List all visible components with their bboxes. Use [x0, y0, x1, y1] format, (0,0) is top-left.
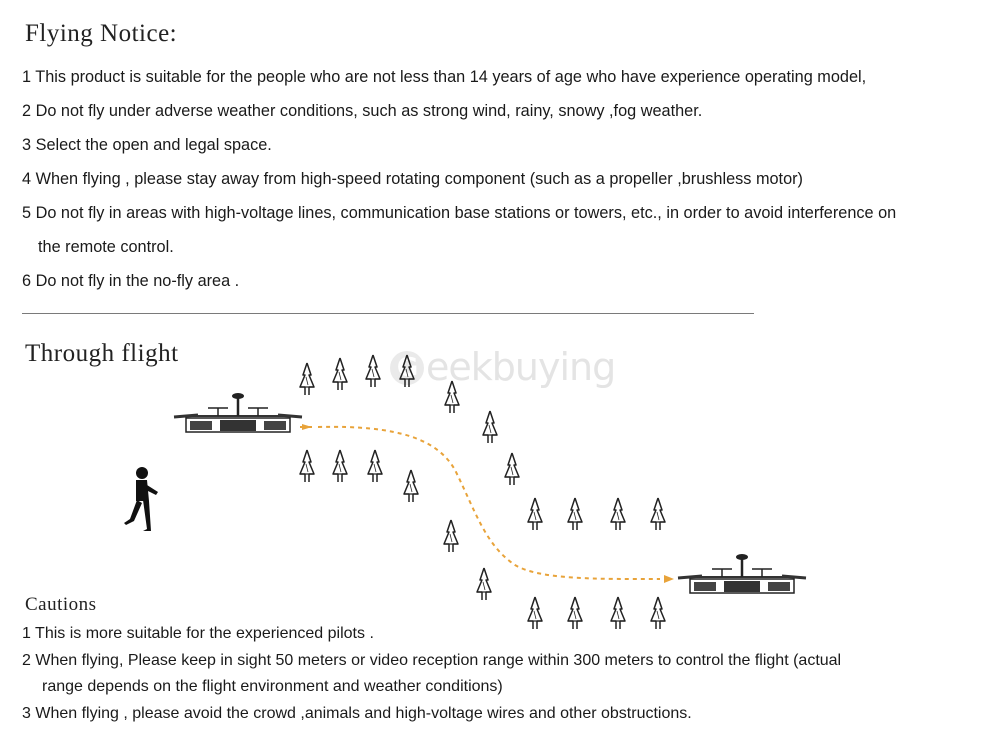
- tree-icon: [366, 355, 380, 387]
- caution-item-continuation: range depends on the flight environment and weather conditions): [42, 678, 503, 695]
- tree-icon: [333, 358, 347, 390]
- watermark-logo: G: [390, 351, 424, 385]
- tree-icon: [444, 520, 458, 552]
- tree-icon: [445, 381, 459, 413]
- notice-item: 3 Select the open and legal space.: [22, 136, 272, 154]
- caution-item: 2 When flying, Please keep in sight 50 meters or video reception range within 300 meters to control the flight (actual: [22, 651, 842, 669]
- tree-icon: [477, 568, 491, 600]
- tree-icon: [528, 498, 542, 530]
- notice-item: 1 This product is suitable for the people who are not less than 14 years of age who have experience operating model,: [22, 68, 867, 86]
- tree-icon: [300, 450, 314, 482]
- notice-item: 4 When flying , please stay away from high-speed rotating component (such as a propeller ,brushless motor): [22, 170, 803, 188]
- tree-icon: [333, 450, 347, 482]
- notice-list: [22, 60, 992, 298]
- caution-item: 1 This is more suitable for the experienced pilots .: [22, 625, 374, 642]
- flight-path-arrow-end: [664, 575, 674, 583]
- tree-icon: [611, 498, 625, 530]
- flight-path: [318, 427, 660, 579]
- tree-icon: [368, 450, 382, 482]
- tree-icon: [400, 355, 414, 387]
- drone-icon: [678, 554, 806, 593]
- through-flight-diagram: [0, 330, 1000, 650]
- tree-icon: [404, 470, 418, 502]
- section-divider: [22, 313, 754, 314]
- person-icon: [124, 467, 158, 531]
- notice-item: 2 Do not fly under adverse weather conditions, such as strong wind, rainy, snowy ,fog weather.: [22, 102, 703, 120]
- caution-item: 3 When flying , please avoid the crowd ,animals and high-voltage wires and other obstructions.: [22, 704, 692, 722]
- cautions-title: Cautions: [25, 594, 97, 615]
- tree-icon: [651, 498, 665, 530]
- tree-icon: [568, 498, 582, 530]
- notice-item-continuation: the remote control.: [38, 238, 174, 256]
- tree-icon: [300, 363, 314, 395]
- through-flight-title: Through flight: [25, 340, 179, 367]
- notice-item: 6 Do not fly in the no-fly area .: [22, 272, 240, 290]
- cautions-list: [22, 621, 992, 727]
- notice-item: 5 Do not fly in areas with high-voltage lines, communication base stations or towers, etc., in order to avoid interference on: [22, 204, 897, 222]
- tree-icon: [483, 411, 497, 443]
- watermark-text: eekbuying: [426, 345, 616, 389]
- drone-icon: [174, 393, 302, 432]
- tree-icon: [505, 453, 519, 485]
- notice-title: Flying Notice:: [25, 20, 178, 47]
